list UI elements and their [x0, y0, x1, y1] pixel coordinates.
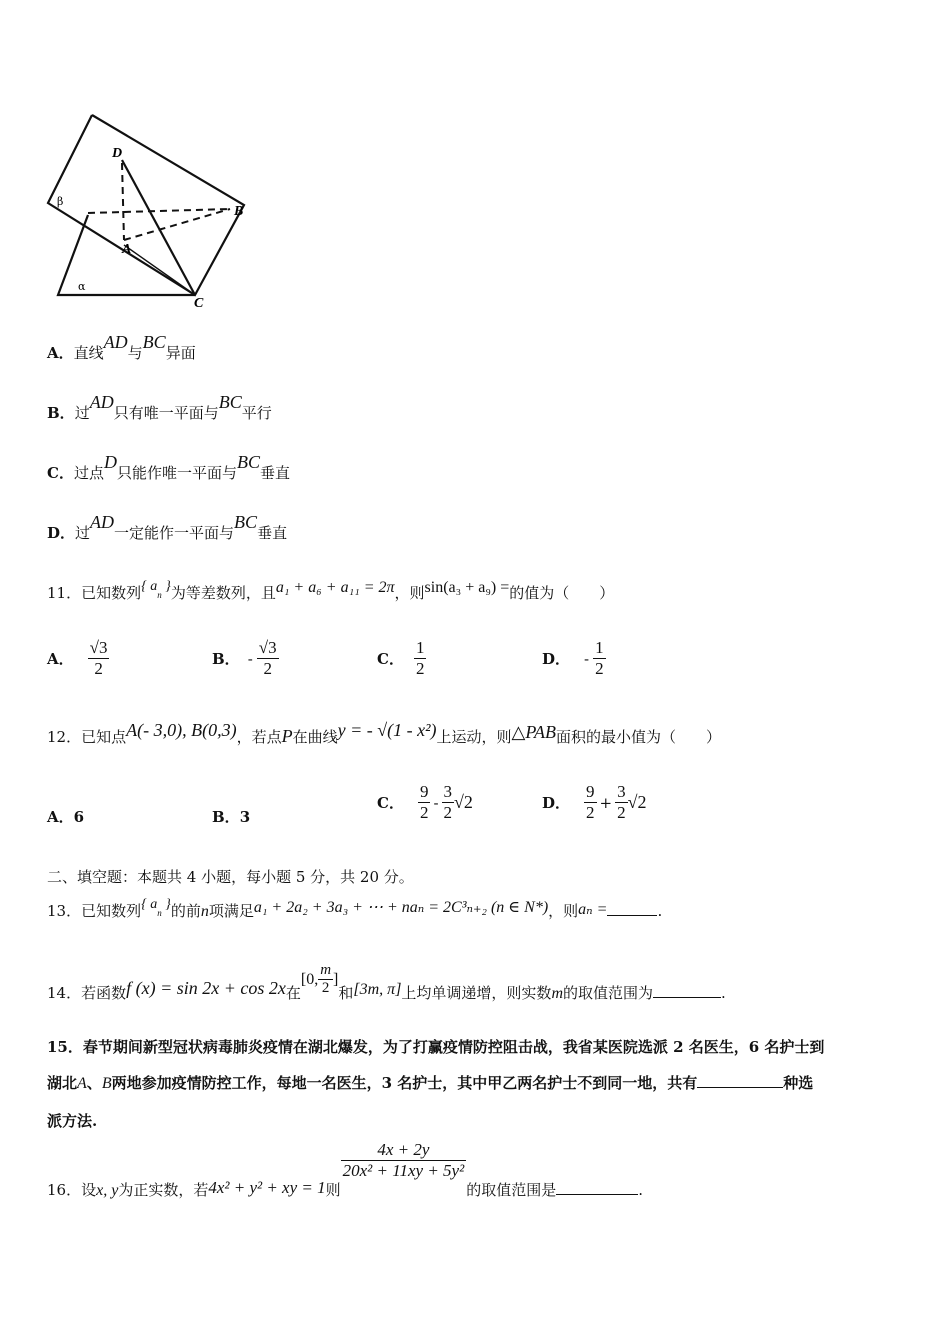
math-condition: 4x² + y² + xy = 1: [208, 1177, 326, 1197]
edge-AC: [124, 245, 195, 295]
math-curve: y = - √(1 - x²): [337, 720, 437, 740]
answer-blank[interactable]: [697, 1087, 783, 1088]
label-A: A: [122, 242, 132, 257]
option-text: 垂直: [260, 464, 291, 482]
question-16: 16．设x, y为正实数，若4x² + y² + xy = 1则 $\frac{4x + 2y}{\text{20x² + 11xy + 5y²}}$ 的取值范围是 .: [47, 1140, 643, 1199]
question-12: 12．已知点A(- 3,0), B(0,3)，若点P在曲线y = - √(1 - x²)上运动，则△PAB面积的最小值为（ ）: [47, 720, 722, 746]
option-letter: D．: [47, 524, 76, 542]
math-condition: a₁ + a₆ + a₁₁ = 2π: [275, 579, 395, 596]
q10-option-a[interactable]: [47, 332, 196, 363]
option-text: 与: [127, 344, 143, 362]
question-15-line-1: 15．春节期间新型冠状病毒肺炎疫情在湖北爆发，为了打赢疫情防控阻击战，我省某医院选派 2 名医生，6 名护士到: [47, 1038, 825, 1056]
math-point-p: P: [281, 726, 293, 746]
option-text: 只有唯一平面与: [113, 404, 219, 422]
label-C: C: [194, 296, 204, 311]
section-heading: 二、填空题：本题共 4 小题，每小题 5 分，共 20 分。: [47, 868, 414, 886]
option-text: 过点: [73, 464, 104, 482]
dashed-edge: [88, 209, 230, 213]
math-function: f (x) = sin 2x + cos 2x: [126, 977, 286, 998]
math-bc: BC: [236, 452, 260, 472]
option-letter: A．: [47, 344, 74, 362]
question-15-line-3: 派方法.: [47, 1112, 98, 1130]
q10-option-b[interactable]: [47, 392, 272, 423]
answer-blank[interactable]: [653, 997, 721, 998]
option-text: 过: [75, 524, 91, 542]
q10-option-d[interactable]: [47, 512, 288, 543]
question-11: 11．已知数列{ $a_n$ }为等差数列，且a₁ + a₆ + a₁₁ = 2π，则sin(a₃ + a₉) =的值为（ ）: [47, 579, 615, 602]
label-B: B: [234, 204, 244, 219]
math-interval: [3m, π]: [353, 980, 402, 998]
label-beta: β: [57, 195, 64, 208]
option-text: 平行: [241, 404, 272, 422]
answer-blank[interactable]: [607, 915, 657, 916]
math-triangle: △PAB: [511, 722, 557, 742]
q12-option-c[interactable]: C． $\frac{9}{2}$ - $\frac{3}{2}$ √2: [377, 782, 473, 822]
q11-option-c[interactable]: C． $\frac{1}{2}$: [377, 638, 425, 678]
edge-DC: [122, 160, 195, 295]
math-bc: BC: [142, 332, 166, 352]
math-points: A(- 3,0), B(0,3): [126, 720, 237, 740]
option-text: 直线: [73, 344, 104, 362]
math-ad: AD: [89, 392, 114, 412]
option-text: 过: [74, 404, 90, 422]
dashed-DA: [122, 163, 124, 240]
option-text: 异面: [165, 344, 196, 362]
option-text: 只能作唯一平面与: [116, 464, 237, 482]
q11-option-b[interactable]: B． - $\frac{√3}{2}$: [212, 638, 277, 678]
option-letter: B．: [47, 404, 75, 422]
option-text: 垂直: [257, 524, 288, 542]
math-expression: sin(a₃ + a₉) =: [424, 579, 510, 596]
math-ad: AD: [103, 332, 128, 352]
math-ad: AD: [90, 512, 115, 532]
answer-blank[interactable]: [556, 1194, 638, 1195]
q12-option-b[interactable]: B．3: [212, 808, 251, 826]
math-d: D: [103, 452, 117, 472]
q12-option-d[interactable]: D． $\frac{9}{2}$ + $\frac{3}{2}$ √2: [542, 782, 647, 822]
math-expression: a₁ + 2a₂ + 3a₃ + ⋯ + naₙ = 2C³ₙ₊₂ (n ∈ N*): [253, 899, 549, 916]
q11-option-d[interactable]: D． - $\frac{1}{2}$: [542, 638, 604, 678]
question-13: 13．已知数列{ $a_n$ }的前n项满足a₁ + 2a₂ + 3a₃ + ⋯ + naₙ = 2C³ₙ₊₂ (n ∈ N*)，则aₙ = .: [47, 897, 663, 920]
option-letter: C．: [47, 464, 74, 482]
q12-option-a[interactable]: A．6: [47, 808, 85, 826]
q11-option-a[interactable]: A． $\frac{√3}{2}$: [47, 638, 108, 678]
option-text: 一定能作一平面与: [114, 524, 235, 542]
q10-option-c[interactable]: [47, 452, 291, 483]
label-alpha: α: [78, 280, 86, 293]
dashed-AB: [124, 209, 230, 240]
geometry-figure: [40, 105, 260, 315]
label-D: D: [112, 146, 123, 161]
math-bc: BC: [218, 392, 242, 412]
question-14: 14．若函数f (x) = sin 2x + cos 2x在[0, $\frac{m}{2}$ ]和[3m, π]上均单调递增，则实数m的取值范围为 .: [47, 962, 726, 1002]
math-bc: BC: [234, 512, 258, 532]
question-15-line-2: 湖北A、B两地参加疫情防控工作，每地一名医生，3 名护士，其中甲乙两名护士不到同一地，共有 种选: [47, 1074, 814, 1092]
math-seq-a: a: [150, 579, 158, 594]
